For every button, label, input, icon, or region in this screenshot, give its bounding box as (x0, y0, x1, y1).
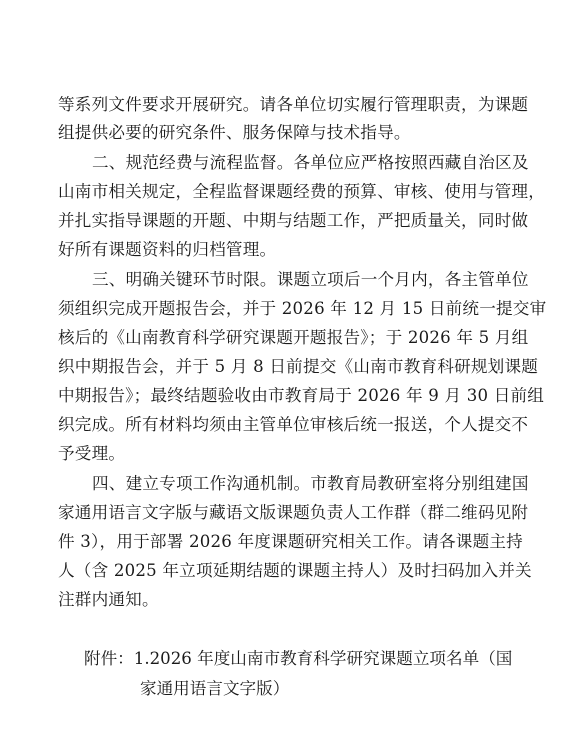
text-line: 人（含 2025 年立项延期结题的课题主持人）及时扫码加入并关 (58, 561, 532, 580)
text-line: 家通用语言文字版与藏语文版课题负责人工作群（群二维码见附 (58, 503, 529, 522)
text-line: 组提供必要的研究条件、服务保障与技术指导。 (58, 123, 411, 142)
attachment-line-continued: 家通用语言文字版） (140, 679, 290, 698)
section-heading-line: 二、规范经费与流程监督。各单位应严格按照西藏自治区及 (92, 153, 529, 172)
text-line: 织中期报告会，并于 5 月 8 日前提交《山南市教育科研规划课题 (58, 357, 539, 376)
text-line: 好所有课题资料的归档管理。 (58, 240, 277, 259)
attachment-line: 附件：1.2026 年度山南市教育科学研究课题立项名单（国 (84, 649, 513, 668)
text-line: 并扎实指导课题的开题、中期与结题工作，严把质量关，同时做 (58, 211, 529, 230)
text-line: 中期报告》；最终结题验收由市教育局于 2026 年 9 月 30 日前组 (58, 386, 545, 405)
text-line: 须组织完成开题报告会，并于 2026 年 12 月 15 日前统一提交审 (58, 299, 547, 318)
text-line: 注群内通知。 (58, 590, 159, 609)
text-line: 等系列文件要求开展研究。请各单位切实履行管理职责，为课题 (58, 95, 529, 114)
section-heading-line: 四、建立专项工作沟通机制。市教育局教研室将分别组建国 (92, 474, 529, 493)
text-line: 予受理。 (58, 444, 126, 463)
text-line: 核后的《山南教育科学研究课题开题报告》；于 2026 年 5 月组 (58, 328, 529, 347)
text-line: 织完成。所有材料均须由主管单位审核后统一报送，个人提交不 (58, 415, 529, 434)
text-line: 件 3），用于部署 2026 年度课题研究相关工作。请各课题主持 (58, 532, 523, 551)
section-heading-line: 三、明确关键环节时限。课题立项后一个月内，各主管单位 (92, 270, 529, 289)
text-line: 山南市相关规定，全程监督课题经费的预算、审核、使用与管理， (58, 182, 546, 201)
